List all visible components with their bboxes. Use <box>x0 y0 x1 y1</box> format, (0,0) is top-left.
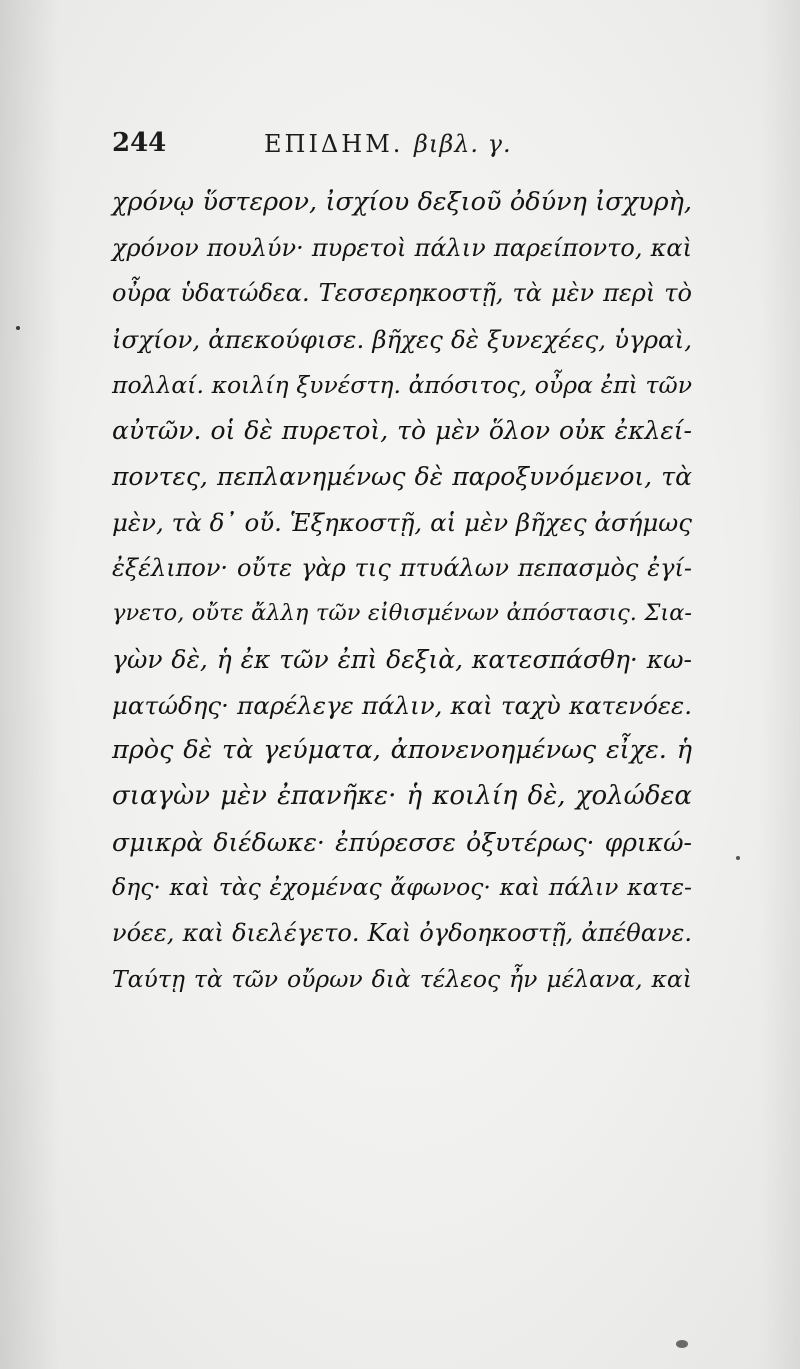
text-line: πολλαί. κοιλίη ξυνέστη. ἀπόσιτος, οὖρα ἐπὶ τῶν <box>112 370 692 399</box>
page-number: 244 <box>112 128 167 158</box>
text-line: ποντες, πεπλανημένως δὲ παροξυνόμενοι, τὰ <box>112 462 692 492</box>
text-line: ματώδης· παρέλεγε πάλιν, καὶ ταχὺ κατενόεε. <box>112 690 692 720</box>
running-title: ΕΠΙΔΗΜ. <box>264 130 404 158</box>
paper-speck <box>736 856 740 860</box>
book-number: βιβλ. γ. <box>414 130 512 158</box>
page-edge-shadow <box>760 0 800 1369</box>
text-line: νόεε, καὶ διελέγετο. Καὶ ὀγδοηκοστῇ, ἀπέθανε. <box>112 919 692 947</box>
body-text <box>112 180 692 1002</box>
text-line: σμικρὰ διέδωκε· ἐπύρεσσε ὀξυτέρως· φρικώ- <box>112 827 692 857</box>
text-line: Ταύτῃ τὰ τῶν οὔρων διὰ τέλεος ἦν μέλανα, καὶ <box>112 964 692 993</box>
gutter-shadow <box>0 0 60 1369</box>
text-line: χρόνον πουλύν· πυρετοὶ πάλιν παρείποντο, καὶ <box>112 233 692 262</box>
text-line: γνετο, οὔτε ἄλλη τῶν εἰθισμένων ἀπόστασις. Σια- <box>112 600 692 627</box>
text-line: αὐτῶν. οἱ δὲ πυρετοὶ, τὸ μὲν ὅλον οὐκ ἐκλεί- <box>112 416 692 446</box>
running-head <box>264 130 512 158</box>
text-line: ἐξέλιπον· οὔτε γὰρ τις πτυάλων πεπασμὸς ἐγί- <box>112 553 692 582</box>
text-line: μὲν, τὰ δ᾽ οὔ. Ἑξηκοστῇ, αἱ μὲν βῆχες ἀσήμως <box>112 507 692 537</box>
text-line: πρὸς δὲ τὰ γεύματα, ἀπονενοημένως εἶχε. ἡ <box>112 735 692 766</box>
page-header <box>112 128 692 168</box>
text-line: γὼν δὲ, ἡ ἐκ τῶν ἐπὶ δεξιὰ, κατεσπάσθη· κω- <box>112 644 692 674</box>
text-line: σιαγὼν μὲν ἐπανῆκε· ἡ κοιλίη δὲ, χολώδεα <box>112 780 692 811</box>
text-line: οὖρα ὑδατώδεα. Τεσσερηκοστῇ, τὰ μὲν περὶ τὸ <box>112 279 692 308</box>
paper-speck <box>16 326 20 330</box>
paper-speck <box>676 1340 688 1348</box>
text-line: δης· καὶ τὰς ἐχομένας ἄφωνος· καὶ πάλιν κατε- <box>112 873 692 902</box>
text-line: ἰσχίον, ἀπεκούφισε. βῆχες δὲ ξυνεχέες, ὑγραὶ, <box>112 325 692 355</box>
text-line: χρόνῳ ὕστερον, ἰσχίου δεξιοῦ ὀδύνη ἰσχυρὴ, <box>112 187 692 217</box>
